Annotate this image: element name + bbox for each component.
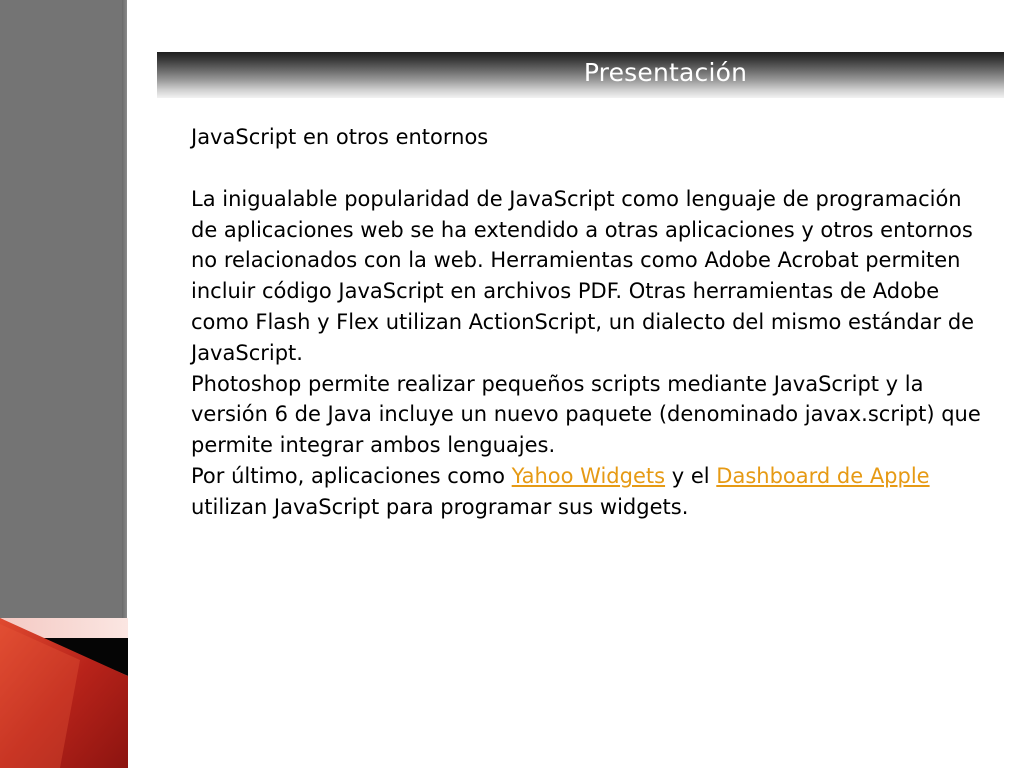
red-ribbon-decoration [0,618,130,768]
slide-title: Presentación [583,58,748,87]
paragraph-2: Photoshop permite realizar pequeños scripts mediante JavaScript y la versión 6 de Java incluye un nuevo paquete (denominado javax.script) que permite integrar ambos lenguajes. [191,371,981,458]
paragraph-3-prefix: Por último, aplicaciones como [191,463,512,488]
paragraph-3 [191,461,991,523]
left-side-bar [0,0,127,620]
dashboard-apple-link[interactable]: Dashboard de Apple [716,463,930,488]
slide-content [191,122,991,523]
paragraph-3-middle: y el [665,463,717,488]
content-heading: JavaScript en otros entornos [191,125,489,149]
paragraph-1: La inigualable popularidad de JavaScript como lenguaje de programación de aplicaciones web se ha extendido a otras aplicaciones y otros entornos no relacionados con la web. Herramientas como Adobe Acrobat permiten incluir código JavaScript en archivos PDF. Otras herramientas de Adobe como Flash y Flex utilizan ActionScript, un dialecto del mismo estándar de JavaScript. [191,186,975,365]
yahoo-widgets-link[interactable]: Yahoo Widgets [511,463,666,488]
left-side-bar-edge [122,0,127,620]
paragraph-3-suffix: utilizan JavaScript para programar sus widgets. [191,494,689,519]
title-bar [157,52,1004,98]
